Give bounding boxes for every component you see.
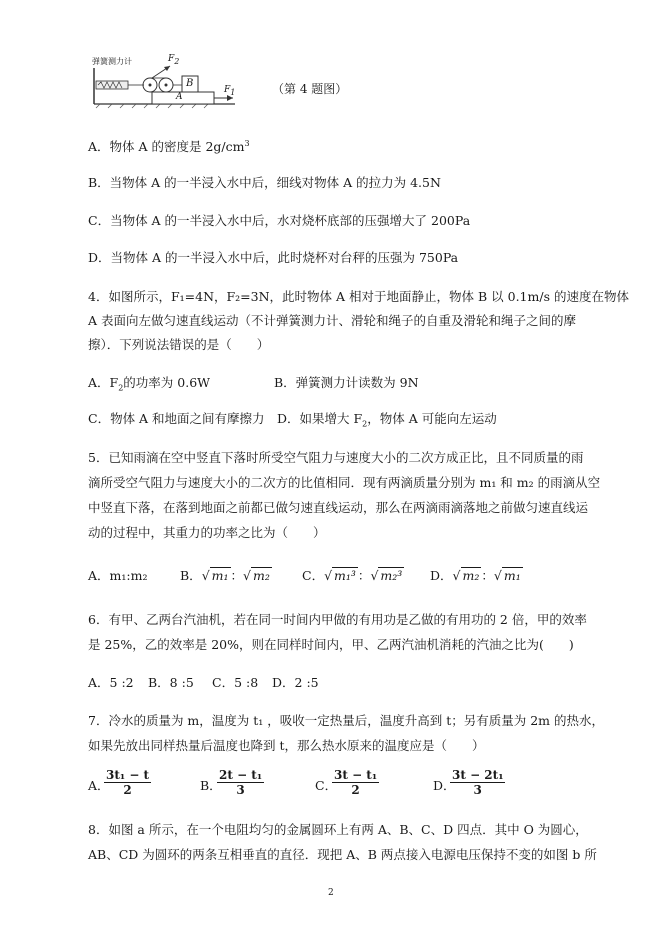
q6-option-c: C．5 :8 [212,675,259,690]
prev-option-d: D．当物体 A 的一半浸入水中后，此时烧杯对台秤的压强为 750Pa [88,250,459,265]
f2-label: $F_2$ [168,54,180,66]
q8-line-2: AB、CD 为圆环的两条互相垂直的直径．现把 A、B 两点接入电源电压保持不变的如图 b 所 [88,847,597,862]
q7-option-b-label: B． [200,778,222,793]
q7-option-c-fraction: $\frac{\text{3t − t₁}}{2}$ [334,768,378,797]
q4-option-a: A．$F_2$的功率为 0.6W [88,375,210,393]
q4-line-3: 擦）．下列说法错误的是（ ） [88,337,270,352]
q6-option-b: B．8 :5 [148,675,194,690]
q5-line-3: 中竖直下落，在落到地面之前都已做匀速直线运动，那么在两滴雨滴落地之前做匀速直线运 [88,500,589,515]
q5-option-c: C．√ m₁³ ：√ m₂³ [302,568,403,583]
q6-option-d: D．2 :5 [272,675,319,690]
block-a-label: A [176,92,183,102]
q7-line-2: 如果先放出同样热量后温度也降到 t，那么热水原来的温度应是（ ） [88,738,485,753]
figure-q4 [90,52,240,112]
q4-option-c: C．物体 A 和地面之间有摩擦力 [88,411,265,426]
prev-option-a: A．物体 A 的密度是 $2g/cm^3$ [88,139,250,155]
q5-option-b: B．√ m₁ ：√ m₂ [180,568,270,583]
q6-line-1: 6．有甲、乙两台汽油机，若在同一时间内甲做的有用功是乙做的有用功的 2 倍，甲的效率 [88,612,587,627]
q4-line-2: A 表面向左做匀速直线运动（不计弹簧测力计、滑轮和绳子的自重及滑轮和绳子之间的摩 [88,313,577,328]
q5-option-a: A．m₁:m₂ [88,568,148,583]
q5-option-d: D．√ m₂ ：√ m₁ [430,568,521,583]
q5-line-4: 动的过程中，其重力的功率之比为（ ） [88,525,326,540]
q7-option-d-label: D． [433,778,456,793]
q7-option-c-label: C． [315,778,338,793]
q7-line-1: 7．冷水的质量为 m，温度为 t₁ ，吸收一定热量后，温度升高到 t；另有质量为 2m 的热水， [88,713,605,728]
q6-option-a: A．5 :2 [88,675,134,690]
block-b-label: B [186,78,194,89]
f1-label: $F_1$ [224,85,236,97]
q8-line-1: 8．如图 a 所示，在一个电阻均匀的金属圆环上有两 A、B、C、D 四点．其中 O 为圆心， [88,822,588,837]
q5-line-1: 5．已知雨滴在空中竖直下落时所受空气阻力与速度大小的二次方成正比，且不同质量的雨 [88,450,584,465]
sqrt-symbol: √ m₁ [201,568,229,583]
prev-option-c: C．当物体 A 的一半浸入水中后，水对烧杯底部的压强增大了 200Pa [88,213,471,228]
q4-option-b: B．弹簧测力计读数为 9N [274,375,419,390]
q7-option-a-fraction: $\frac{\text{3t₁ − t}}{2}$ [106,768,150,797]
page-number: 2 [328,888,334,898]
q5-line-2: 滴所受空气阻力与速度大小的二次方的比值相同．现有两滴质量分别为 m₁ 和 m₂ 的雨滴从空 [88,475,601,490]
prev-option-b: B．当物体 A 的一半浸入水中后，细线对物体 A 的拉力为 4.5N [88,175,441,190]
q4-line-1: 4．如图所示，F₁=4N，F₂=3N，此时物体 A 相对于地面静止，物体 B 以 0.1m/s 的速度在物体 [88,289,629,304]
q7-option-a-label: A． [88,778,110,793]
figure-caption: （第 4 题图） [272,82,348,96]
q7-option-b-fraction: $\frac{\text{2t − t₁}}{3}$ [219,768,263,797]
q7-option-d-fraction: $\frac{\text{3t − 2t₁}}{3}$ [452,768,504,797]
q4-option-d: D．如果增大 $F_2$，物体 A 可能向左运动 [277,411,497,429]
spring-scale-label: 弹簧测力计 [92,57,132,66]
q6-line-2: 是 25%，乙的效率是 20%，则在同样时间内，甲、乙两汽油机消耗的汽油之比为( ) [88,637,574,652]
